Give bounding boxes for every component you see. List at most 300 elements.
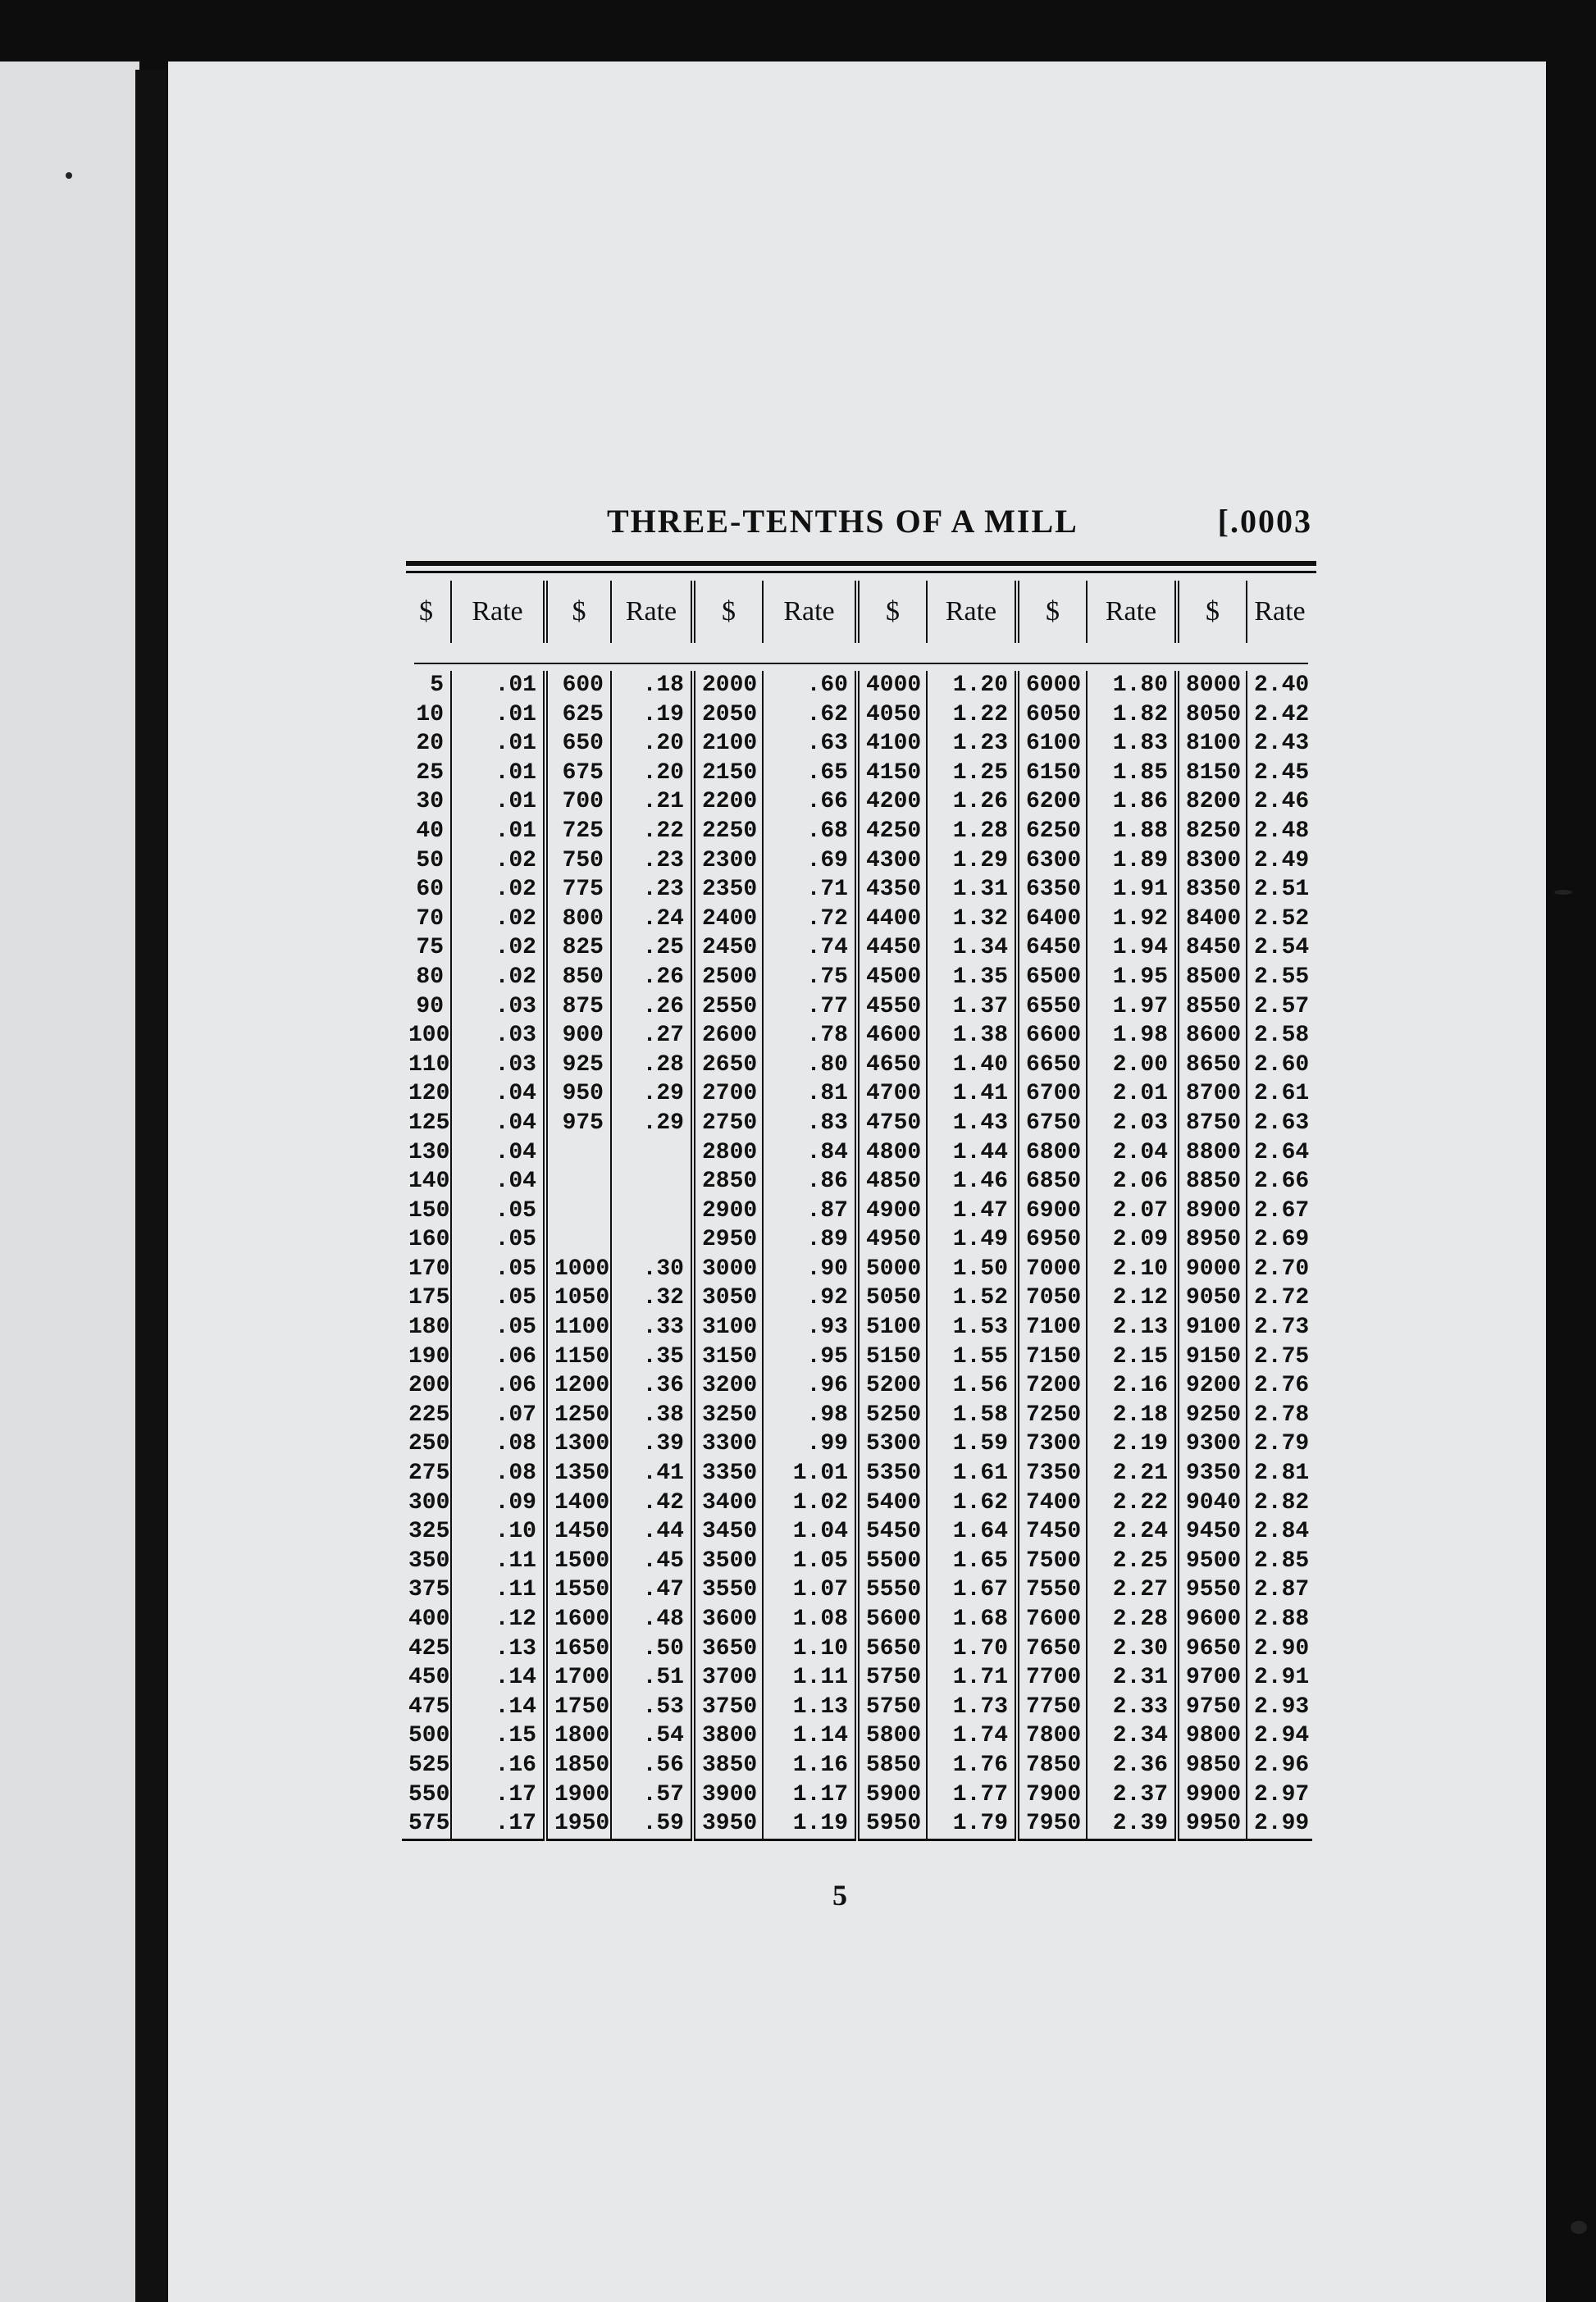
rate-cell: 1.35 <box>927 963 1017 992</box>
amount-cell: 110 <box>408 1051 450 1078</box>
rate-cell: .01 <box>451 700 545 730</box>
rate-cell: .33 <box>611 1313 693 1342</box>
rate-cell: .30 <box>611 1255 693 1284</box>
rate-cell: 2.01 <box>1087 1079 1177 1109</box>
amount-cell: 2350 <box>693 875 763 905</box>
amount-cell: 1750 <box>545 1693 611 1722</box>
amount-cell: 1500 <box>545 1547 611 1576</box>
amount-cell: 20 <box>416 731 444 757</box>
table-row <box>402 846 1312 876</box>
rate-cell: .02 <box>451 875 545 905</box>
amount-cell: 6700 <box>1017 1079 1087 1109</box>
amount-cell: 2000 <box>693 671 763 700</box>
amount-cell: 4350 <box>857 875 927 905</box>
amount-cell: 6600 <box>1017 1021 1087 1051</box>
rate-cell: .42 <box>611 1488 693 1518</box>
amount-cell: 3350 <box>693 1459 763 1488</box>
amount-cell: 4550 <box>857 992 927 1022</box>
rate-cell: .95 <box>763 1342 857 1372</box>
amount-cell: 5150 <box>857 1342 927 1372</box>
rate-cell: 1.70 <box>927 1634 1017 1664</box>
rate-cell: 1.04 <box>763 1517 857 1547</box>
rate-cell: .05 <box>451 1255 545 1284</box>
rate-cell: .14 <box>451 1663 545 1693</box>
rate-cell: .09 <box>451 1488 545 1518</box>
amount-cell: 6650 <box>1017 1051 1087 1080</box>
amount-cell: 4000 <box>857 671 927 700</box>
rate-cell: 2.48 <box>1247 817 1312 846</box>
amount-cell: 6850 <box>1017 1167 1087 1197</box>
amount-cell: 675 <box>545 759 611 788</box>
amount-cell: 1850 <box>545 1751 611 1780</box>
rate-cell: 2.85 <box>1247 1547 1312 1576</box>
rate-cell: .14 <box>451 1693 545 1722</box>
amount-cell: 3900 <box>693 1780 763 1810</box>
rate-cell: 2.69 <box>1247 1225 1312 1255</box>
amount-cell: 7950 <box>1017 1809 1087 1839</box>
column-header-rule <box>414 663 1308 664</box>
rate-cell: 1.08 <box>763 1605 857 1634</box>
rate-cell: .28 <box>611 1051 693 1080</box>
amount-cell: 170 <box>408 1256 450 1282</box>
amount-cell: 9200 <box>1177 1371 1247 1401</box>
column-header-rate: Rate <box>451 581 545 643</box>
rate-cell: .16 <box>451 1751 545 1780</box>
table-row <box>402 1809 1312 1839</box>
amount-cell: 9550 <box>1177 1575 1247 1605</box>
rate-cell: 2.58 <box>1247 1021 1312 1051</box>
amount-cell: 7550 <box>1017 1575 1087 1605</box>
amount-cell: 90 <box>416 993 444 1019</box>
rate-cell: .22 <box>611 817 693 846</box>
rate-cell: .68 <box>763 817 857 846</box>
table-row <box>402 1138 1312 1168</box>
amount-cell: 750 <box>545 846 611 876</box>
rate-cell: 2.45 <box>1247 759 1312 788</box>
rate-cell: .06 <box>451 1371 545 1401</box>
rate-cell: 2.42 <box>1247 700 1312 730</box>
rate-cell: 2.00 <box>1087 1051 1177 1080</box>
amount-cell: 1250 <box>545 1401 611 1430</box>
rate-cell: .54 <box>611 1721 693 1751</box>
rate-cell: 2.54 <box>1247 933 1312 963</box>
amount-cell: 120 <box>408 1081 450 1107</box>
table-row <box>402 787 1312 817</box>
amount-cell: 4500 <box>857 963 927 992</box>
rate-cell: 2.72 <box>1247 1283 1312 1313</box>
table-row <box>402 1780 1312 1810</box>
amount-cell: 4850 <box>857 1167 927 1197</box>
rate-cell: 2.07 <box>1087 1197 1177 1226</box>
rate-cell: .04 <box>451 1109 545 1138</box>
amount-cell: 1900 <box>545 1780 611 1810</box>
rate-cell: 2.88 <box>1247 1605 1312 1634</box>
amount-cell: 2550 <box>693 992 763 1022</box>
amount-cell: 2100 <box>693 729 763 759</box>
rate-cell: 1.10 <box>763 1634 857 1664</box>
rate-cell: 1.43 <box>927 1109 1017 1138</box>
rate-cell: .86 <box>763 1167 857 1197</box>
amount-cell: 7400 <box>1017 1488 1087 1518</box>
rate-cell: 2.78 <box>1247 1401 1312 1430</box>
amount-cell: 6050 <box>1017 700 1087 730</box>
amount-cell: 1100 <box>545 1313 611 1342</box>
amount-cell: 6300 <box>1017 846 1087 876</box>
rate-table-body <box>402 671 1312 1839</box>
amount-cell: 6250 <box>1017 817 1087 846</box>
amount-cell: 2500 <box>693 963 763 992</box>
rate-cell: 2.16 <box>1087 1371 1177 1401</box>
rate-cell: 2.39 <box>1087 1809 1177 1839</box>
rate-cell: 1.92 <box>1087 905 1177 934</box>
amount-cell: 6450 <box>1017 933 1087 963</box>
table-row <box>402 1663 1312 1693</box>
rate-cell: 2.61 <box>1247 1079 1312 1109</box>
amount-cell: 3300 <box>693 1429 763 1459</box>
amount-cell: 3500 <box>693 1547 763 1576</box>
rate-cell: 1.64 <box>927 1517 1017 1547</box>
amount-cell: 1150 <box>545 1342 611 1372</box>
rate-cell: 1.95 <box>1087 963 1177 992</box>
rate-cell: .77 <box>763 992 857 1022</box>
amount-cell: 7150 <box>1017 1342 1087 1372</box>
amount-cell: 6150 <box>1017 759 1087 788</box>
rate-cell: 2.94 <box>1247 1721 1312 1751</box>
amount-cell: 7800 <box>1017 1721 1087 1751</box>
amount-cell <box>545 1225 611 1255</box>
rate-cell: .39 <box>611 1429 693 1459</box>
rate-cell: .02 <box>451 933 545 963</box>
table-row <box>402 1255 1312 1284</box>
amount-cell: 175 <box>408 1285 450 1311</box>
amount-cell: 775 <box>545 875 611 905</box>
rate-cell: 1.89 <box>1087 846 1177 876</box>
rate-cell: 1.07 <box>763 1575 857 1605</box>
amount-cell: 3200 <box>693 1371 763 1401</box>
table-row <box>402 933 1312 963</box>
amount-cell: 8750 <box>1177 1109 1247 1138</box>
amount-cell: 2900 <box>693 1197 763 1226</box>
amount-cell: 525 <box>408 1752 450 1778</box>
rate-cell: .53 <box>611 1693 693 1722</box>
rate-cell: .44 <box>611 1517 693 1547</box>
amount-cell: 8100 <box>1177 729 1247 759</box>
rate-cell: 2.37 <box>1087 1780 1177 1810</box>
amount-cell: 600 <box>545 671 611 700</box>
amount-cell: 925 <box>545 1051 611 1080</box>
rate-cell: 1.79 <box>927 1809 1017 1839</box>
rate-cell: .19 <box>611 700 693 730</box>
rate-cell: 1.73 <box>927 1693 1017 1722</box>
amount-cell: 50 <box>416 847 444 873</box>
rate-cell: 2.55 <box>1247 963 1312 992</box>
amount-cell: 5650 <box>857 1634 927 1664</box>
rate-cell: .05 <box>451 1225 545 1255</box>
rate-cell: .72 <box>763 905 857 934</box>
rate-cell: 1.34 <box>927 933 1017 963</box>
column-header-amount: $ <box>857 581 927 643</box>
rate-cell: 1.11 <box>763 1663 857 1693</box>
rate-cell: 1.01 <box>763 1459 857 1488</box>
rate-cell: 2.91 <box>1247 1663 1312 1693</box>
rate-cell: .01 <box>451 729 545 759</box>
column-header-amount: $ <box>693 581 763 643</box>
rate-cell: 1.86 <box>1087 787 1177 817</box>
amount-cell: 190 <box>408 1343 450 1370</box>
rate-cell: .57 <box>611 1780 693 1810</box>
column-headers <box>402 581 1312 643</box>
amount-cell: 5200 <box>857 1371 927 1401</box>
rate-cell: 1.05 <box>763 1547 857 1576</box>
amount-cell: 8300 <box>1177 846 1247 876</box>
rate-cell: 2.46 <box>1247 787 1312 817</box>
page-number: 5 <box>832 1879 847 1912</box>
amount-cell: 3100 <box>693 1313 763 1342</box>
rate-cell: 1.80 <box>1087 671 1177 700</box>
rate-cell: .01 <box>451 759 545 788</box>
rate-cell: 2.13 <box>1087 1313 1177 1342</box>
rate-cell: 1.88 <box>1087 817 1177 846</box>
rate-cell <box>611 1167 693 1197</box>
rate-cell: 1.53 <box>927 1313 1017 1342</box>
amount-cell: 1400 <box>545 1488 611 1518</box>
amount-cell: 5900 <box>857 1780 927 1810</box>
table-row <box>402 1197 1312 1226</box>
amount-cell: 7600 <box>1017 1605 1087 1634</box>
amount-cell: 9500 <box>1177 1547 1247 1576</box>
amount-cell: 2600 <box>693 1021 763 1051</box>
amount-cell: 9350 <box>1177 1459 1247 1488</box>
amount-cell: 8050 <box>1177 700 1247 730</box>
amount-cell: 1650 <box>545 1634 611 1664</box>
rate-cell: 1.55 <box>927 1342 1017 1372</box>
rate-cell: 2.75 <box>1247 1342 1312 1372</box>
rate-cell: 1.41 <box>927 1079 1017 1109</box>
rate-cell: .63 <box>763 729 857 759</box>
amount-cell: 9450 <box>1177 1517 1247 1547</box>
amount-cell: 9700 <box>1177 1663 1247 1693</box>
table-row <box>402 992 1312 1022</box>
rate-cell: 2.79 <box>1247 1429 1312 1459</box>
amount-cell: 650 <box>545 729 611 759</box>
rate-cell: .92 <box>763 1283 857 1313</box>
rate-cell: 2.06 <box>1087 1167 1177 1197</box>
amount-cell: 725 <box>545 817 611 846</box>
table-row <box>402 1371 1312 1401</box>
header-rule-bottom <box>406 571 1316 573</box>
rate-cell: 2.63 <box>1247 1109 1312 1138</box>
rate-cell: .25 <box>611 933 693 963</box>
amount-cell: 9300 <box>1177 1429 1247 1459</box>
rate-cell: .60 <box>763 671 857 700</box>
amount-cell: 8000 <box>1177 671 1247 700</box>
amount-cell: 300 <box>408 1489 450 1516</box>
amount-cell: 2700 <box>693 1079 763 1109</box>
rate-cell: .66 <box>763 787 857 817</box>
amount-cell: 550 <box>408 1781 450 1807</box>
rate-cell: 2.04 <box>1087 1138 1177 1168</box>
table-row <box>402 1051 1312 1080</box>
amount-cell: 6400 <box>1017 905 1087 934</box>
rate-cell: .56 <box>611 1751 693 1780</box>
amount-cell: 3950 <box>693 1809 763 1839</box>
speck <box>1571 2221 1587 2234</box>
rate-cell: .11 <box>451 1575 545 1605</box>
amount-cell: 250 <box>408 1431 450 1457</box>
amount-cell: 7300 <box>1017 1429 1087 1459</box>
rate-cell: .03 <box>451 1051 545 1080</box>
rate-cell: .62 <box>763 700 857 730</box>
amount-cell: 8600 <box>1177 1021 1247 1051</box>
rate-cell: 2.51 <box>1247 875 1312 905</box>
rate-cell: 2.34 <box>1087 1721 1177 1751</box>
rate-cell: 1.46 <box>927 1167 1017 1197</box>
amount-cell: 325 <box>408 1519 450 1545</box>
column-header-amount: $ <box>1017 581 1087 643</box>
amount-cell: 8400 <box>1177 905 1247 934</box>
amount-cell: 4650 <box>857 1051 927 1080</box>
amount-cell: 400 <box>408 1607 450 1632</box>
rate-cell: .59 <box>611 1809 693 1839</box>
amount-cell: 2650 <box>693 1051 763 1080</box>
amount-cell: 6200 <box>1017 787 1087 817</box>
rate-cell: 2.15 <box>1087 1342 1177 1372</box>
rate-cell: 1.38 <box>927 1021 1017 1051</box>
table-row <box>402 1342 1312 1372</box>
amount-cell: 3250 <box>693 1401 763 1430</box>
amount-cell: 825 <box>545 933 611 963</box>
rate-cell: .35 <box>611 1342 693 1372</box>
amount-cell: 275 <box>408 1461 450 1487</box>
amount-cell: 2250 <box>693 817 763 846</box>
rate-cell: 2.66 <box>1247 1167 1312 1197</box>
rate-cell <box>611 1225 693 1255</box>
rate-cell: .36 <box>611 1371 693 1401</box>
amount-cell: 7050 <box>1017 1283 1087 1313</box>
table-row <box>402 1488 1312 1518</box>
amount-cell: 5750 <box>857 1693 927 1722</box>
rate-cell: 2.87 <box>1247 1575 1312 1605</box>
rate-cell: 1.56 <box>927 1371 1017 1401</box>
amount-cell: 6800 <box>1017 1138 1087 1168</box>
amount-cell: 3150 <box>693 1342 763 1372</box>
table-row <box>402 1459 1312 1488</box>
rate-cell: 2.97 <box>1247 1780 1312 1810</box>
rate-cell: 1.44 <box>927 1138 1017 1168</box>
amount-cell: 375 <box>408 1577 450 1603</box>
amount-cell: 4400 <box>857 905 927 934</box>
rate-cell: 2.43 <box>1247 729 1312 759</box>
rate-cell: 1.58 <box>927 1401 1017 1430</box>
rate-cell: .11 <box>451 1547 545 1576</box>
rate-cell: 2.57 <box>1247 992 1312 1022</box>
rate-cell: .71 <box>763 875 857 905</box>
table-row <box>402 875 1312 905</box>
column-header-amount: $ <box>419 596 433 627</box>
amount-cell: 4750 <box>857 1109 927 1138</box>
rate-cell: 1.19 <box>763 1809 857 1839</box>
amount-cell: 700 <box>545 787 611 817</box>
rate-cell: 2.90 <box>1247 1634 1312 1664</box>
amount-cell: 3450 <box>693 1517 763 1547</box>
rate-cell: 1.28 <box>927 817 1017 846</box>
table-row <box>402 1634 1312 1664</box>
rate-cell: .21 <box>611 787 693 817</box>
amount-cell: 7100 <box>1017 1313 1087 1342</box>
amount-cell: 25 <box>416 759 444 786</box>
rate-cell: 1.83 <box>1087 729 1177 759</box>
rate-cell: 2.12 <box>1087 1283 1177 1313</box>
rate-cell: .81 <box>763 1079 857 1109</box>
table-row <box>402 1109 1312 1138</box>
amount-cell: 8900 <box>1177 1197 1247 1226</box>
rate-cell: .13 <box>451 1634 545 1664</box>
amount-cell: 5300 <box>857 1429 927 1459</box>
amount-cell: 6750 <box>1017 1109 1087 1138</box>
amount-cell: 625 <box>545 700 611 730</box>
rate-cell: 1.16 <box>763 1751 857 1780</box>
amount-cell: 1950 <box>545 1809 611 1839</box>
rate-cell: .99 <box>763 1429 857 1459</box>
amount-cell: 7200 <box>1017 1371 1087 1401</box>
amount-cell: 7500 <box>1017 1547 1087 1576</box>
amount-cell: 200 <box>408 1373 450 1399</box>
rate-cell: .05 <box>451 1313 545 1342</box>
column-header-rate: Rate <box>763 581 857 643</box>
rate-cell: 1.68 <box>927 1605 1017 1634</box>
column-header-amount: $ <box>545 581 611 643</box>
amount-cell: 9100 <box>1177 1313 1247 1342</box>
amount-cell: 6550 <box>1017 992 1087 1022</box>
rate-cell: 1.74 <box>927 1721 1017 1751</box>
rate-cell: .02 <box>451 905 545 934</box>
rate-cell: .29 <box>611 1109 693 1138</box>
amount-cell: 5800 <box>857 1721 927 1751</box>
rate-cell <box>611 1138 693 1168</box>
rate-cell: 1.76 <box>927 1751 1017 1780</box>
header-row <box>402 581 1312 643</box>
amount-cell: 1200 <box>545 1371 611 1401</box>
rate-cell: 2.82 <box>1247 1488 1312 1518</box>
table-row <box>402 1721 1312 1751</box>
rate-cell: 1.71 <box>927 1663 1017 1693</box>
amount-cell: 6900 <box>1017 1197 1087 1226</box>
rate-cell: .04 <box>451 1167 545 1197</box>
amount-cell: 3000 <box>693 1255 763 1284</box>
amount-cell: 30 <box>416 789 444 815</box>
amount-cell: 4800 <box>857 1138 927 1168</box>
rate-cell: 2.25 <box>1087 1547 1177 1576</box>
amount-cell: 2150 <box>693 759 763 788</box>
rate-cell: 1.94 <box>1087 933 1177 963</box>
rate-cell: .69 <box>763 846 857 876</box>
table-row <box>402 1575 1312 1605</box>
rate-cell: .38 <box>611 1401 693 1430</box>
amount-cell: 125 <box>408 1110 450 1136</box>
rate-cell: 2.70 <box>1247 1255 1312 1284</box>
rate-cell: .20 <box>611 759 693 788</box>
rate-cell: .80 <box>763 1051 857 1080</box>
table-row <box>402 1225 1312 1255</box>
amount-cell: 3850 <box>693 1751 763 1780</box>
rate-cell: .65 <box>763 759 857 788</box>
rate-cell: 1.61 <box>927 1459 1017 1488</box>
column-header-rate: Rate <box>1247 581 1312 643</box>
amount-cell: 4250 <box>857 817 927 846</box>
amount-cell: 5850 <box>857 1751 927 1780</box>
amount-cell: 2300 <box>693 846 763 876</box>
amount-cell: 7350 <box>1017 1459 1087 1488</box>
